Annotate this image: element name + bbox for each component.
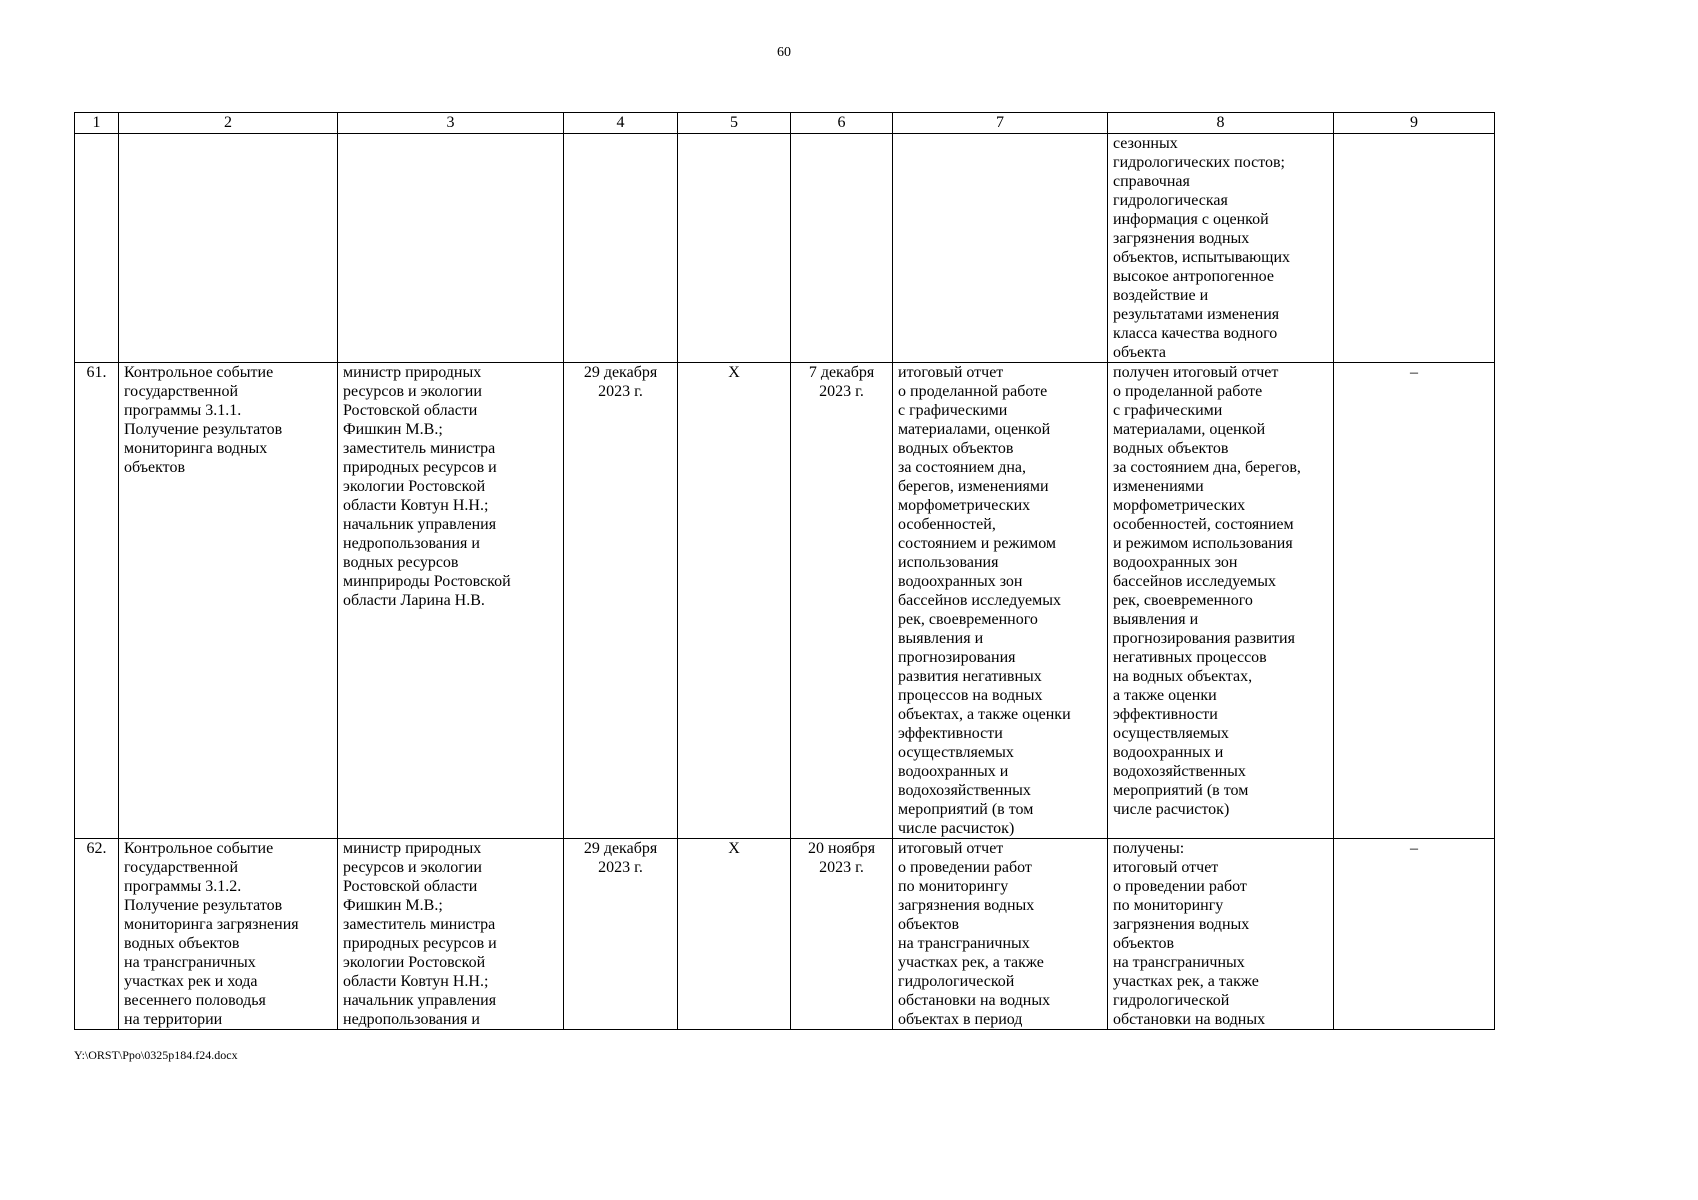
cell-note: – — [1334, 363, 1495, 839]
cell-planned-date — [564, 134, 678, 363]
cell-actual-result: получен итоговый отчет о проделанной работе с графическими материалами, оценкой водных объектов за состоянием дна, берегов, изменениями морфометрических особенностей, состоянием и режимом использования водоохранных зон бассейнов исследуемых рек, своевременного выявления и прогнозирования развития негативных процессов на водных объектах, а также оценки эффективности осуществляемых водоохранных и водохозяйственных мероприятий (в том числе расчисток) — [1108, 363, 1334, 839]
cell-event: Контрольное событие государственной программы 3.1.1. Получение результатов мониторинга водных объектов — [119, 363, 338, 839]
cell-col5 — [678, 134, 791, 363]
table-row — [75, 363, 1495, 839]
cell-planned-date: 29 декабря 2023 г. — [564, 839, 678, 1030]
cell-num: 61. — [75, 363, 119, 839]
cell-note — [1334, 134, 1495, 363]
page-number: 60 — [777, 45, 791, 60]
header-col-9: 9 — [1334, 113, 1495, 134]
cell-event — [119, 134, 338, 363]
header-col-5: 5 — [678, 113, 791, 134]
cell-responsible — [338, 134, 564, 363]
header-col-2: 2 — [119, 113, 338, 134]
footer-file-path: Y:\ORST\Ppo\0325p184.f24.docx — [74, 1048, 238, 1062]
cell-planned-result: итоговый отчет о проведении работ по мониторингу загрязнения водных объектов на трансграничных участках рек, а также гидрологической обстановки на водных объектах в период — [893, 839, 1108, 1030]
cell-actual-date: 20 ноября 2023 г. — [791, 839, 893, 1030]
table-row-continuation — [75, 134, 1495, 363]
cell-planned-result: итоговый отчет о проделанной работе с графическими материалами, оценкой водных объектов за состоянием дна, берегов, изменениями морфометрических особенностей, состоянием и режимом использования водоохранных зон бассейнов исследуемых рек, своевременного выявления и прогнозирования развития негативных процессов на водных объектах, а также оценки эффективности осуществляемых водоохранных и водохозяйственных мероприятий (в том числе расчисток) — [893, 363, 1108, 839]
cell-num: 62. — [75, 839, 119, 1030]
cell-num — [75, 134, 119, 363]
cell-responsible: министр природных ресурсов и экологии Ростовской области Фишкин М.В.; заместитель министра природных ресурсов и экологии Ростовской области Ковтун Н.Н.; начальник управления недропользования и водных ресурсов минприроды Ростовской области Ларина Н.В. — [338, 363, 564, 839]
header-col-4: 4 — [564, 113, 678, 134]
header-col-8: 8 — [1108, 113, 1334, 134]
cell-note: – — [1334, 839, 1495, 1030]
header-row — [75, 113, 1495, 134]
cell-actual-date: 7 декабря 2023 г. — [791, 363, 893, 839]
header-col-7: 7 — [893, 113, 1108, 134]
cell-col5: Х — [678, 839, 791, 1030]
cell-responsible: министр природных ресурсов и экологии Ростовской области Фишкин М.В.; заместитель министра природных ресурсов и экологии Ростовской области Ковтун Н.Н.; начальник управления недропользования и — [338, 839, 564, 1030]
report-table — [74, 112, 1495, 1030]
cell-planned-result — [893, 134, 1108, 363]
header-col-3: 3 — [338, 113, 564, 134]
cell-event: Контрольное событие государственной программы 3.1.2. Получение результатов мониторинга загрязнения водных объектов на трансграничных участках рек и хода весеннего половодья на территории — [119, 839, 338, 1030]
cell-actual-result: сезонных гидрологических постов; справочная гидрологическая информация с оценкой загрязнения водных объектов, испытывающих высокое антропогенное воздействие и результатами изменения класса качества водного объекта — [1108, 134, 1334, 363]
cell-actual-result: получены: итоговый отчет о проведении работ по мониторингу загрязнения водных объектов на трансграничных участках рек, а также гидрологической обстановки на водных — [1108, 839, 1334, 1030]
cell-actual-date — [791, 134, 893, 363]
cell-col5: Х — [678, 363, 791, 839]
header-col-1: 1 — [75, 113, 119, 134]
table-row — [75, 839, 1495, 1030]
header-col-6: 6 — [791, 113, 893, 134]
cell-planned-date: 29 декабря 2023 г. — [564, 363, 678, 839]
